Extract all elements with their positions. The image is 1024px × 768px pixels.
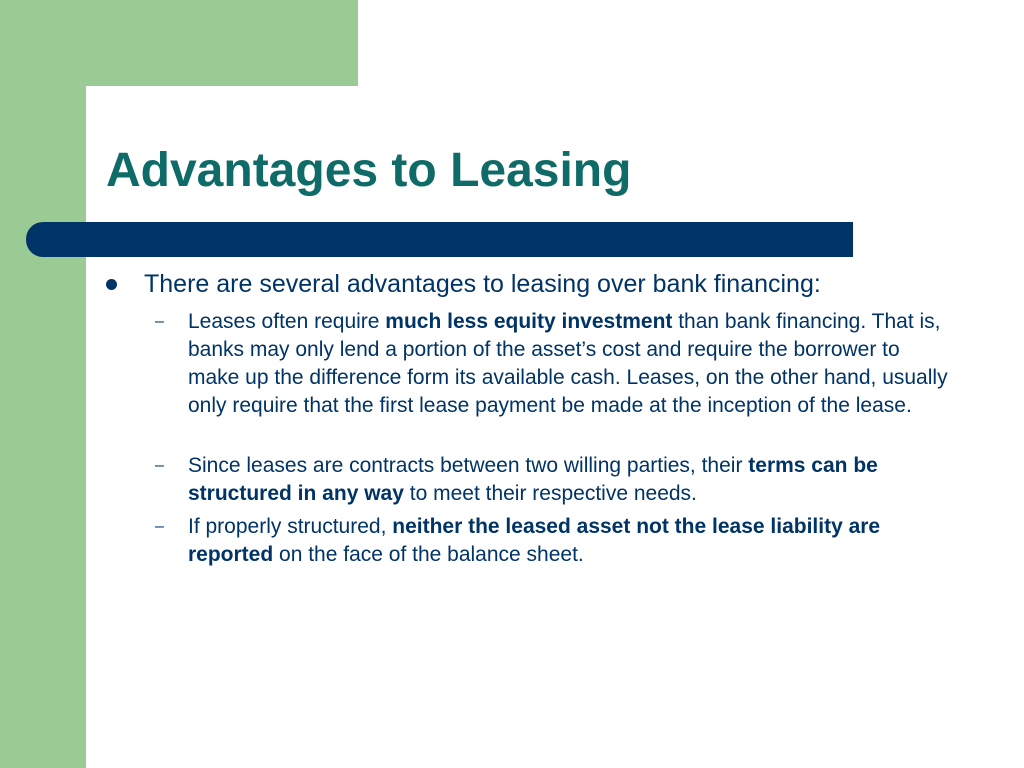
sub-bullet-text: Since leases are contracts between two willing parties, their: [188, 454, 749, 477]
sub-bullet-balance-sheet: [188, 513, 948, 569]
sub-bullet-emphasis: much less equity investment: [385, 310, 673, 333]
sub-bullet-terms: [188, 452, 948, 508]
sub-bullet-text: If properly structured,: [188, 515, 393, 538]
sub-bullet-text: on the face of the balance sheet.: [273, 543, 584, 566]
main-bullet-text: There are several advantages to leasing over bank financing:: [144, 270, 821, 298]
dash-icon: –: [155, 457, 164, 474]
sub-bullet-text: than bank financing. That is, banks may only lend a portion of the asset’s cost and require the borrower to make up the difference form its available cash. Leases, on the other hand, usually only require that the first lease payment be made at the inception of the lease.: [188, 310, 948, 417]
sub-bullet-text: Leases often require: [188, 310, 386, 333]
slide-title: Advantages to Leasing: [106, 144, 632, 197]
bullet-dot-icon: [106, 279, 117, 290]
dash-icon: –: [155, 518, 164, 535]
sub-bullet-text: to meet their respective needs.: [403, 482, 697, 505]
dash-icon: –: [155, 313, 164, 330]
sub-bullet-equity: [188, 308, 948, 420]
sub-bullet-emphasis: terms can be structured in any way: [188, 454, 878, 505]
sub-bullet-emphasis: neither the leased asset not the lease liability are reported: [188, 515, 881, 566]
